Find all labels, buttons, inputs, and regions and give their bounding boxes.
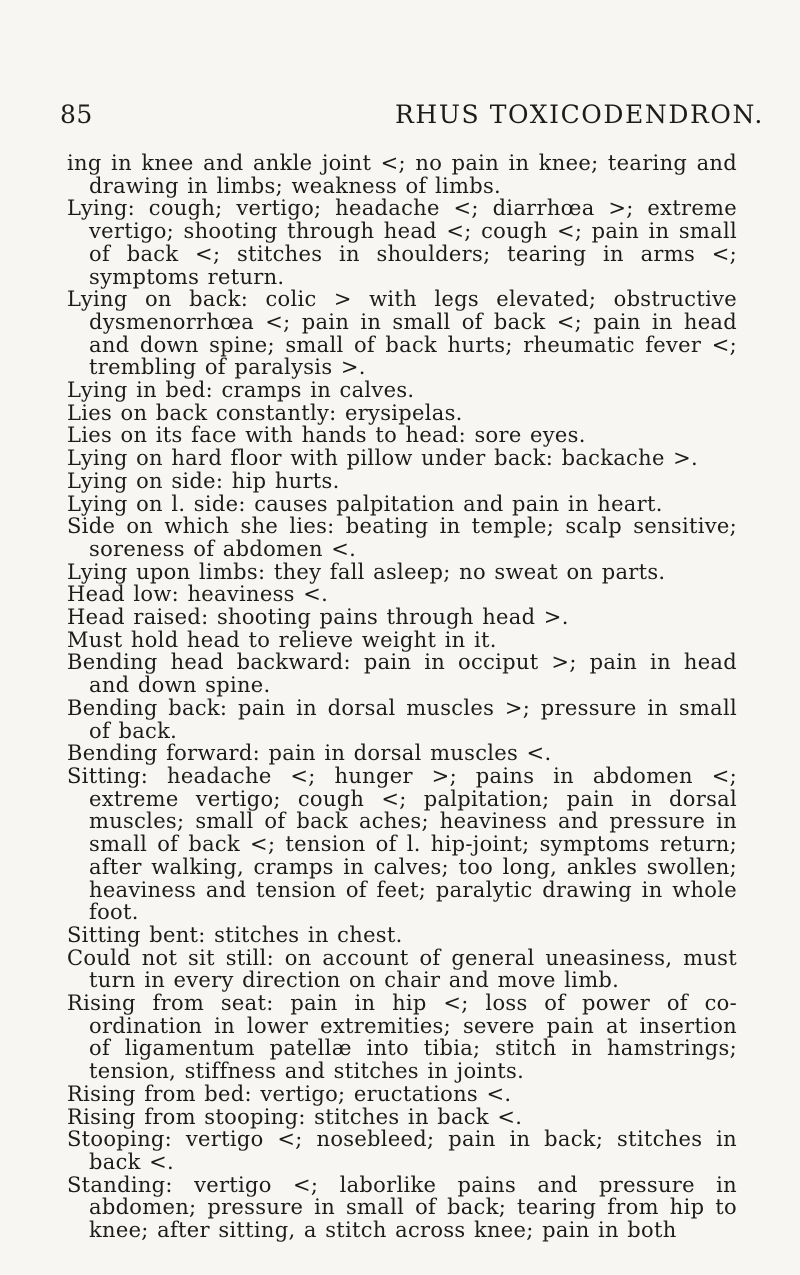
entry-rising-from-stooping: Rising from stooping: stitches in back <. bbox=[67, 1104, 523, 1129]
running-title: RHUS TOXICODENDRON. bbox=[395, 100, 764, 129]
entry-sitting-bent: Sitting bent: stitches in chest. bbox=[67, 922, 403, 947]
entry-stooping: Stooping: vertigo <; nosebleed; pain in back; stitches in back <. bbox=[67, 1127, 737, 1174]
entry-bending-forward: Bending forward: pain in dorsal muscles <. bbox=[67, 741, 552, 766]
entry-lying-on-back: Lying on back: colic > with legs elevated; obstructive dysmenorrhœa <; pain in small of back <; pain in head and down spine; small of back hurts; rheumatic fever <; trembling of paralysis >. bbox=[67, 287, 737, 380]
entry-lies-on-face: Lies on its face with hands to head: sore eyes. bbox=[67, 423, 586, 448]
entry-head-raised: Head raised: shooting pains through head >. bbox=[67, 605, 569, 630]
entry-lying-in-bed: Lying in bed: cramps in calves. bbox=[67, 378, 415, 403]
entry-rising-from-seat: Rising from seat: pain in hip <; loss of power of co-ordination in lower extremities; severe pain at insertion of ligamentum patellæ into tibia; stitch in hamstrings; tension, stiffness and stitches in joints. bbox=[67, 991, 737, 1084]
entry-lies-on-back: Lies on back constantly: erysipelas. bbox=[67, 400, 463, 425]
entry-sitting: Sitting: headache <; hunger >; pains in abdomen <; extreme vertigo; cough <; palpitation; pain in dorsal muscles; small of back aches; heaviness and pressure in small of back <; tension of l. hip-joint; symptoms return; after walking, cramps in calves; too long, ankles swollen; heaviness and tension of feet; paralytic drawing in whole foot. bbox=[67, 763, 737, 925]
entry-bending-back: Bending back: pain in dorsal muscles >; pressure in small of back. bbox=[67, 695, 737, 743]
entry-could-not-sit-still: Could not sit still: on account of general uneasiness, must turn in every direction on chair and move limb. bbox=[67, 945, 737, 993]
entry-lying-on-side: Lying on side: hip hurts. bbox=[67, 468, 340, 493]
entry-lying-upon-limbs: Lying upon limbs: they fall asleep; no sweat on parts. bbox=[67, 559, 666, 584]
entry-lying-on-hard-floor: Lying on hard floor with pillow under back: backache >. bbox=[67, 446, 699, 471]
page-number: 85 bbox=[60, 100, 93, 129]
entry-lying: Lying: cough; vertigo; headache <; diarrhœa >; extreme vertigo; shooting through head <; cough <; pain in small of back <; stitches in shoulders; tearing in arms <; symptoms return. bbox=[67, 196, 737, 289]
entry-head-low: Head low: heaviness <. bbox=[67, 582, 329, 607]
body-text bbox=[67, 152, 737, 1242]
entry-standing: Standing: vertigo <; laborlike pains and pressure in abdomen; pressure in small of back; tearing from hip to knee; after sitting, a stitch across knee; pain in both bbox=[67, 1172, 737, 1243]
entry-side-she-lies: Side on which she lies: beating in temple; scalp sensitive; soreness of abdomen <. bbox=[67, 514, 737, 561]
entry-continuation: ing in knee and ankle joint <; no pain in knee; tearing and drawing in limbs; weakness of limbs. bbox=[67, 151, 737, 198]
entry-hold-head: Must hold head to relieve weight in it. bbox=[67, 627, 497, 652]
entry-rising-from-bed: Rising from bed: vertigo; eructations <. bbox=[67, 1081, 512, 1106]
entry-lying-on-left-side: Lying on l. side: causes palpitation and pain in heart. bbox=[67, 491, 663, 516]
entry-bending-head-backward: Bending head backward: pain in occiput >; pain in head and down spine. bbox=[67, 650, 737, 698]
